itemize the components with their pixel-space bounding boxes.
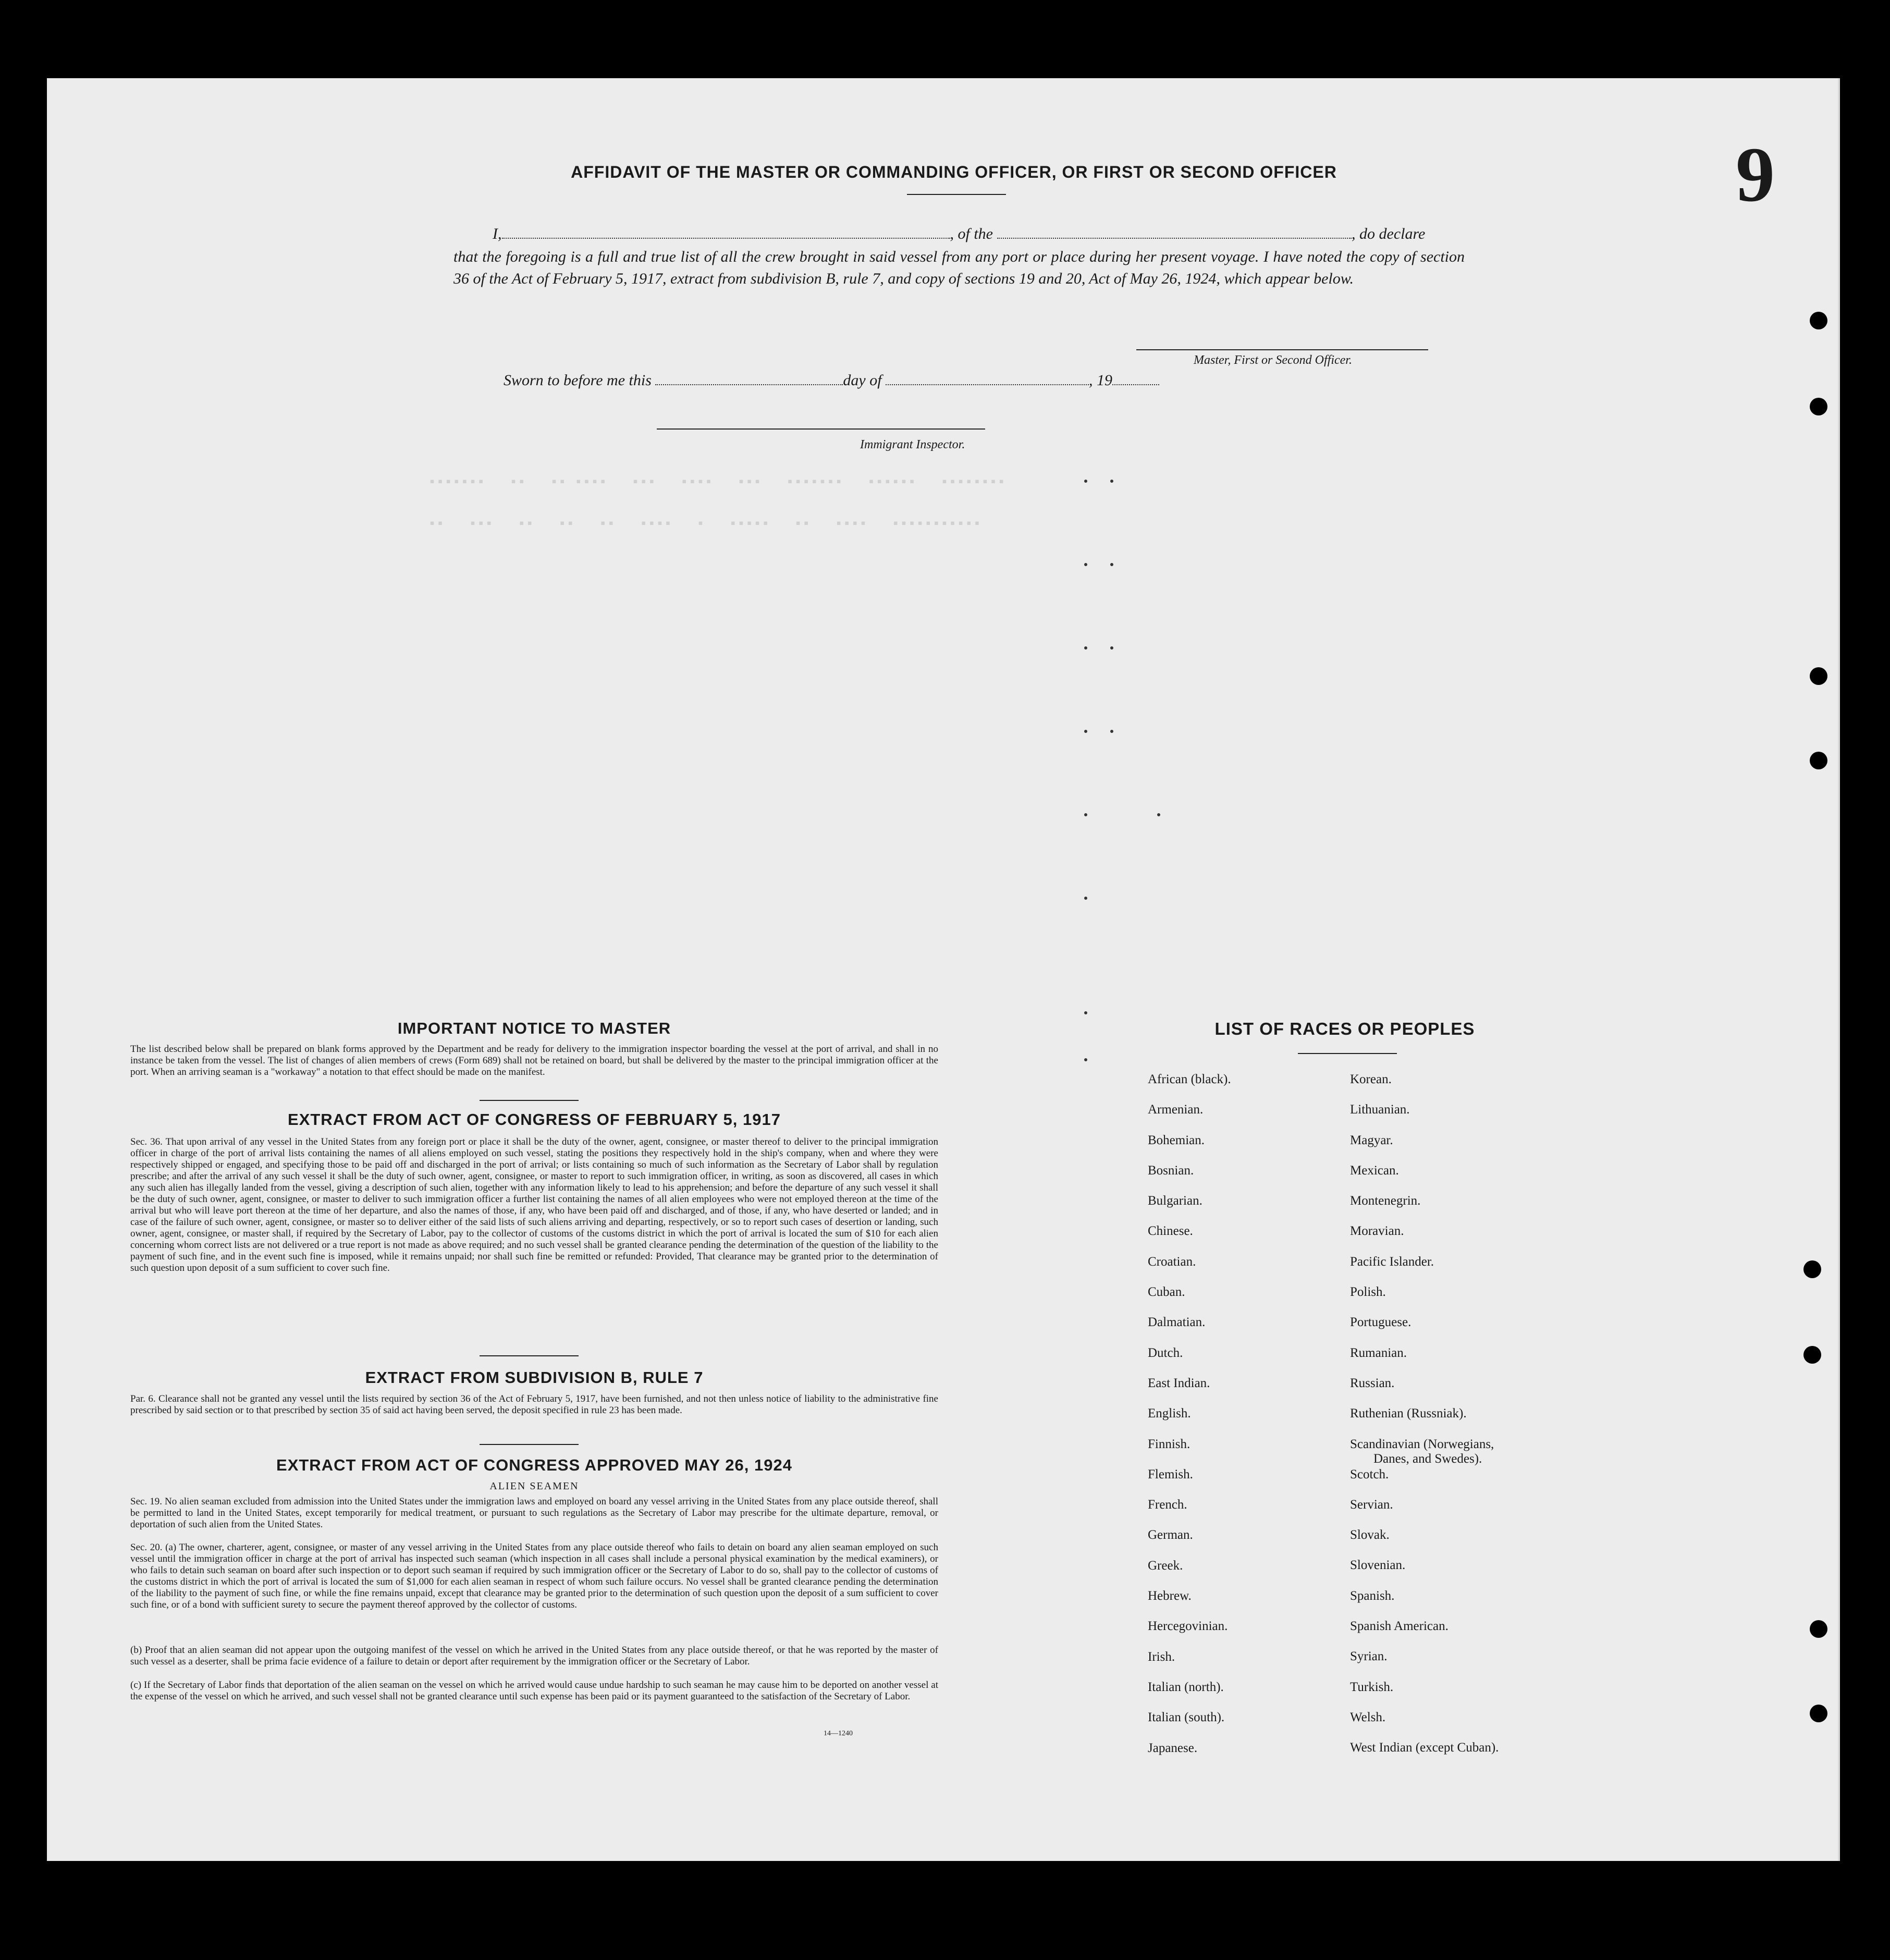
punch-hole xyxy=(1810,1705,1827,1722)
ink-dot xyxy=(1084,897,1087,900)
punch-hole xyxy=(1810,312,1827,329)
affidavit-line1 xyxy=(453,225,1425,243)
affidavit-body: that the foregoing is a full and true list of all the crew brought in said vessel from any port or place during her present voyage. I have noted the copy of section 36 of the Act of February 5, 1917, extract from subdivision B, rule 7, and copy of sections 19 and 20, Act of May 26, 1924, which appear below. xyxy=(453,248,1465,287)
race-item: Servian. xyxy=(1350,1497,1393,1512)
signature-line[interactable] xyxy=(1136,349,1428,350)
vessel-field[interactable] xyxy=(997,238,1352,239)
race-item: French. xyxy=(1148,1498,1187,1512)
race-item: Welsh. xyxy=(1350,1710,1386,1724)
divider xyxy=(480,1355,579,1356)
affidavit-title: AFFIDAVIT OF THE MASTER OR COMMANDING OFFICER, OR FIRST OR SECOND OFFICER xyxy=(571,163,1337,181)
ink-dot xyxy=(1110,563,1113,566)
race-item: Danes, and Swedes). xyxy=(1373,1451,1482,1466)
sworn-day-field[interactable] xyxy=(655,384,843,385)
ink-dot xyxy=(1084,1011,1087,1014)
race-item: Magyar. xyxy=(1350,1133,1393,1147)
ink-dot xyxy=(1084,1058,1087,1061)
sworn-year: , 19 xyxy=(1089,372,1113,389)
inspector-signature-line[interactable] xyxy=(657,428,985,430)
ink-dot xyxy=(1084,730,1087,733)
race-item: Lithuanian. xyxy=(1350,1102,1410,1117)
punch-hole xyxy=(1810,667,1827,685)
race-item: Dutch. xyxy=(1148,1345,1183,1360)
extract-rule7-body: Par. 6. Clearance shall not be granted any vessel until the lists required by section 36 of the Act of February 5, 1917, have been furnished, and not then unless notice of liability to the administrative fine prescribed by said section or to that prescribed by section 35 of said act having been served, the deposit specified in rule 23 has been made. xyxy=(130,1393,938,1416)
page-number: 9 xyxy=(1736,131,1775,218)
extract-1924-sec19: Sec. 19. No alien seaman excluded from admission into the United States under the immigration laws and employed on board any vessel arriving in the United States from any place outside thereof, shall be permitted to land in the United States, except temporarily for medical treatment, or pursuant to such regulations as the Secretary of Labor may prescribe for the ultimate departure, removal, or deportation of such alien from the United States. xyxy=(130,1496,938,1530)
race-item: Spanish. xyxy=(1350,1588,1395,1603)
races-title: LIST OF RACES OR PEOPLES xyxy=(1214,1019,1475,1038)
race-item: Bohemian. xyxy=(1148,1133,1205,1147)
race-item: German. xyxy=(1148,1528,1193,1542)
ink-dot xyxy=(1084,813,1087,816)
sworn-line xyxy=(504,372,1159,389)
extract-rule7-title: EXTRACT FROM SUBDIVISION B, RULE 7 xyxy=(365,1368,704,1387)
race-item: Moravian. xyxy=(1350,1224,1404,1239)
race-item: Croatian. xyxy=(1148,1254,1196,1269)
race-item: Russian. xyxy=(1350,1376,1395,1390)
extract-1924-title: EXTRACT FROM ACT OF CONGRESS APPROVED MAY 26, 1924 xyxy=(276,1456,792,1474)
title-underline xyxy=(907,194,1006,195)
punch-hole xyxy=(1810,1620,1827,1638)
race-item: Ruthenian (Russniak). xyxy=(1350,1406,1467,1421)
bleed-through-text: ▪▪▪▪▪▪▪ ▪▪ ▪▪ ▪▪▪▪ ▪▪▪ ▪▪▪▪ ▪▪▪ ▪▪▪▪▪▪▪ ▪▪▪▪▪▪ ▪▪▪▪▪▪▪▪ xyxy=(412,474,1005,490)
race-item: Korean. xyxy=(1350,1072,1392,1086)
race-item: Turkish. xyxy=(1350,1680,1394,1694)
race-item: Chinese. xyxy=(1148,1224,1193,1239)
race-item: Cuban. xyxy=(1148,1285,1185,1300)
race-item: Slovak. xyxy=(1350,1528,1390,1542)
bleed-through-text-2: ▪▪ ▪▪▪ ▪▪ ▪▪ ▪▪ ▪▪▪▪ ▪ ▪▪▪▪▪ ▪▪ ▪▪▪▪ ▪▪▪▪▪▪▪▪▪▪▪ xyxy=(412,516,981,532)
race-item: Montenegrin. xyxy=(1350,1194,1421,1208)
name-field[interactable] xyxy=(502,238,950,239)
form-sheet xyxy=(47,78,1840,1861)
race-item: Pacific Islander. xyxy=(1350,1254,1434,1269)
sworn-day-of: day of xyxy=(843,372,882,389)
race-item: Irish. xyxy=(1148,1649,1175,1664)
race-item: Hebrew. xyxy=(1148,1589,1192,1603)
form-number: 14—1240 xyxy=(824,1730,853,1737)
ink-dot xyxy=(1110,646,1113,650)
sworn-prefix: Sworn to before me this xyxy=(504,372,652,389)
signature-caption: Master, First or Second Officer. xyxy=(1194,353,1352,367)
affidavit-i: I, xyxy=(493,225,502,242)
sworn-month-field[interactable] xyxy=(886,384,1089,385)
ink-dot xyxy=(1110,730,1113,733)
race-item: Scotch. xyxy=(1350,1467,1389,1481)
extract-1924-subtitle: ALIEN SEAMEN xyxy=(489,1480,579,1492)
ink-dot xyxy=(1084,646,1087,650)
race-item: East Indian. xyxy=(1148,1376,1210,1390)
extract-1924-sec20b: (b) Proof that an alien seaman did not appear upon the outgoing manifest of the vessel on which he arrived in the United States from any place outside thereof, or that he was reported by the master of such vessel as a deserter, shall be prima facie evidence of a failure to detain or deport after requirement by the immigration officer or the Secretary of Labor. xyxy=(130,1645,938,1667)
punch-hole xyxy=(1803,1260,1821,1278)
races-left-column xyxy=(1148,1072,1231,1771)
race-item: Slovenian. xyxy=(1350,1558,1406,1573)
race-item: Scandinavian (Norwegians, xyxy=(1350,1437,1494,1451)
sworn-year-field[interactable] xyxy=(1112,384,1159,385)
ink-dot xyxy=(1084,563,1087,566)
race-item: Bulgarian. xyxy=(1148,1194,1202,1208)
race-item: Bosnian. xyxy=(1148,1163,1194,1178)
race-item: Spanish American. xyxy=(1350,1619,1449,1634)
races-divider xyxy=(1298,1053,1397,1054)
ink-dot xyxy=(1110,480,1113,483)
extract-1924-sec20c: (c) If the Secretary of Labor finds that deportation of the alien seaman on the vessel on which he arrived would cause undue hardship to such seaman he may cause him to be deported on another vessel at the expense of the vessel on which he arrived, and such vessel shall not be granted clearance until such expense has been paid or its payment guaranteed to the satisfaction of the Secretary of Labor. xyxy=(130,1680,938,1702)
ink-dot xyxy=(1084,480,1087,483)
race-item: Armenian. xyxy=(1148,1102,1204,1117)
ink-dot xyxy=(1157,813,1160,816)
divider xyxy=(480,1100,579,1101)
race-item: Syrian. xyxy=(1350,1649,1388,1664)
race-item: Japanese. xyxy=(1148,1741,1198,1755)
race-item: Dalmatian. xyxy=(1148,1315,1206,1330)
punch-hole xyxy=(1803,1346,1821,1364)
notice-body: The list described below shall be prepared on blank forms approved by the Department and be ready for delivery to the immigration inspector boarding the vessel at the port of arrival, and shall in no instance be taken from the vessel. The list of changes of alien members of crews (Form 689) shall not be retained on board, but shall be delivered by the master to the principal immigration officer at the port. When an arriving seaman is a "workaway" a notation to that effect should be made on the manifest. xyxy=(130,1044,938,1077)
race-item: Greek. xyxy=(1148,1558,1183,1573)
race-item: African (black). xyxy=(1148,1072,1231,1086)
punch-hole xyxy=(1810,752,1827,769)
inspector-caption: Immigrant Inspector. xyxy=(860,438,965,451)
notice-title: IMPORTANT NOTICE TO MASTER xyxy=(397,1019,671,1037)
race-item: Mexican. xyxy=(1350,1163,1399,1178)
race-item: Portuguese. xyxy=(1350,1315,1412,1330)
punch-hole xyxy=(1810,398,1827,415)
affidavit-declare: , do declare xyxy=(1352,225,1426,242)
extract-1917-title: EXTRACT FROM ACT OF CONGRESS OF FEBRUARY 5, 1917 xyxy=(288,1110,781,1129)
races-right-column xyxy=(1350,1072,1499,1771)
extract-1924-sec20a: Sec. 20. (a) The owner, charterer, agent, consignee, or master of any vessel arriving in the United States from any place outside thereof who fails to detain on board any alien seaman employed on such vessel until the immigration officer in charge at the port of arrival has inspected such seaman (which inspection in all cases shall include a personal physical examination by the medical examiners), or who fails to detain such seaman on board after such inspection or to deport such seaman if required by such immigration officer or the Secretary of Labor to do so, shall pay to the collector of customs of the customs district in which the port of arrival is located the sum of $1,000 for each alien seaman in respect of whom such failure occurs. No vessel shall be granted clearance pending the determination of the liability to the payment of such fine, or while the fine remains unpaid, except that clearance may be granted prior to the determination of such question upon the deposit of a sum sufficient to cover such fine, or of a bond with sufficient surety to secure the payment thereof approved by the collector of customs. xyxy=(130,1542,938,1610)
race-item: Rumanian. xyxy=(1350,1345,1407,1360)
affidavit-of-the: , of the xyxy=(950,225,993,242)
race-item: West Indian (except Cuban). xyxy=(1350,1741,1499,1755)
race-item: Hercegovinian. xyxy=(1148,1619,1228,1634)
race-item: Polish. xyxy=(1350,1285,1386,1300)
extract-1917-body: Sec. 36. That upon arrival of any vessel in the United States from any foreign port or place it shall be the duty of the owner, agent, consignee, or master thereof to deliver to the principal immigration officer in charge of the port of arrival lists containing the names of all aliens employed on such vessel, stating the positions they respectively hold in the ship's company, when and where they were respectively shipped or engaged, and specifying those to be paid off and discharged in the port of arrival; or lists containing so much of such information as the Secretary of Labor shall by regulation prescribe; and after the arrival of any such vessel it shall be the duty of such owner, agent, consignee, or master to report to such immigration officer, in writing, as soon as discovered, all cases in which any such alien has illegally landed from the vessel, giving a description of such alien, together with any information likely to lead to his apprehension; and before the departure of any such vessel it shall be the duty of such owner, agent, consignee, or master to deliver to such immigration officer a further list containing the names of all alien employees who were not employed thereon at the time of the arrival but who will leave port thereon at the time of her departure, and also the names of those, if any, who have been paid off and discharged, and of those, if any, who have deserted or landed; and in case of the failure of such owner, agent, consignee, or master so to deliver either of the said lists of such aliens arriving and departing, respectively, or so to report such cases of desertion or landing, such owner, agent, consignee, or master shall, if required by the Secretary of Labor, pay to the collector of customs of the customs district in which the port of arrival is located the sum of $10 for each alien concerning whom correct lists are not delivered or a true report is not made as above required; and no such vessel shall be granted clearance pending the determination of the question of the liability to the payment of such fine, and in the event such fine is imposed, while it remains unpaid; nor shall such fine be remitted or refunded: Provided, That clearance may be granted prior to the determination of such question upon deposit of a sum sufficient to cover such fine. xyxy=(130,1136,938,1273)
race-item: Flemish. xyxy=(1148,1467,1193,1481)
race-item: Italian (north). xyxy=(1148,1680,1224,1694)
divider xyxy=(480,1444,579,1445)
race-item: English. xyxy=(1148,1406,1191,1421)
race-item: Finnish. xyxy=(1148,1437,1191,1451)
race-item: Italian (south). xyxy=(1148,1710,1225,1725)
